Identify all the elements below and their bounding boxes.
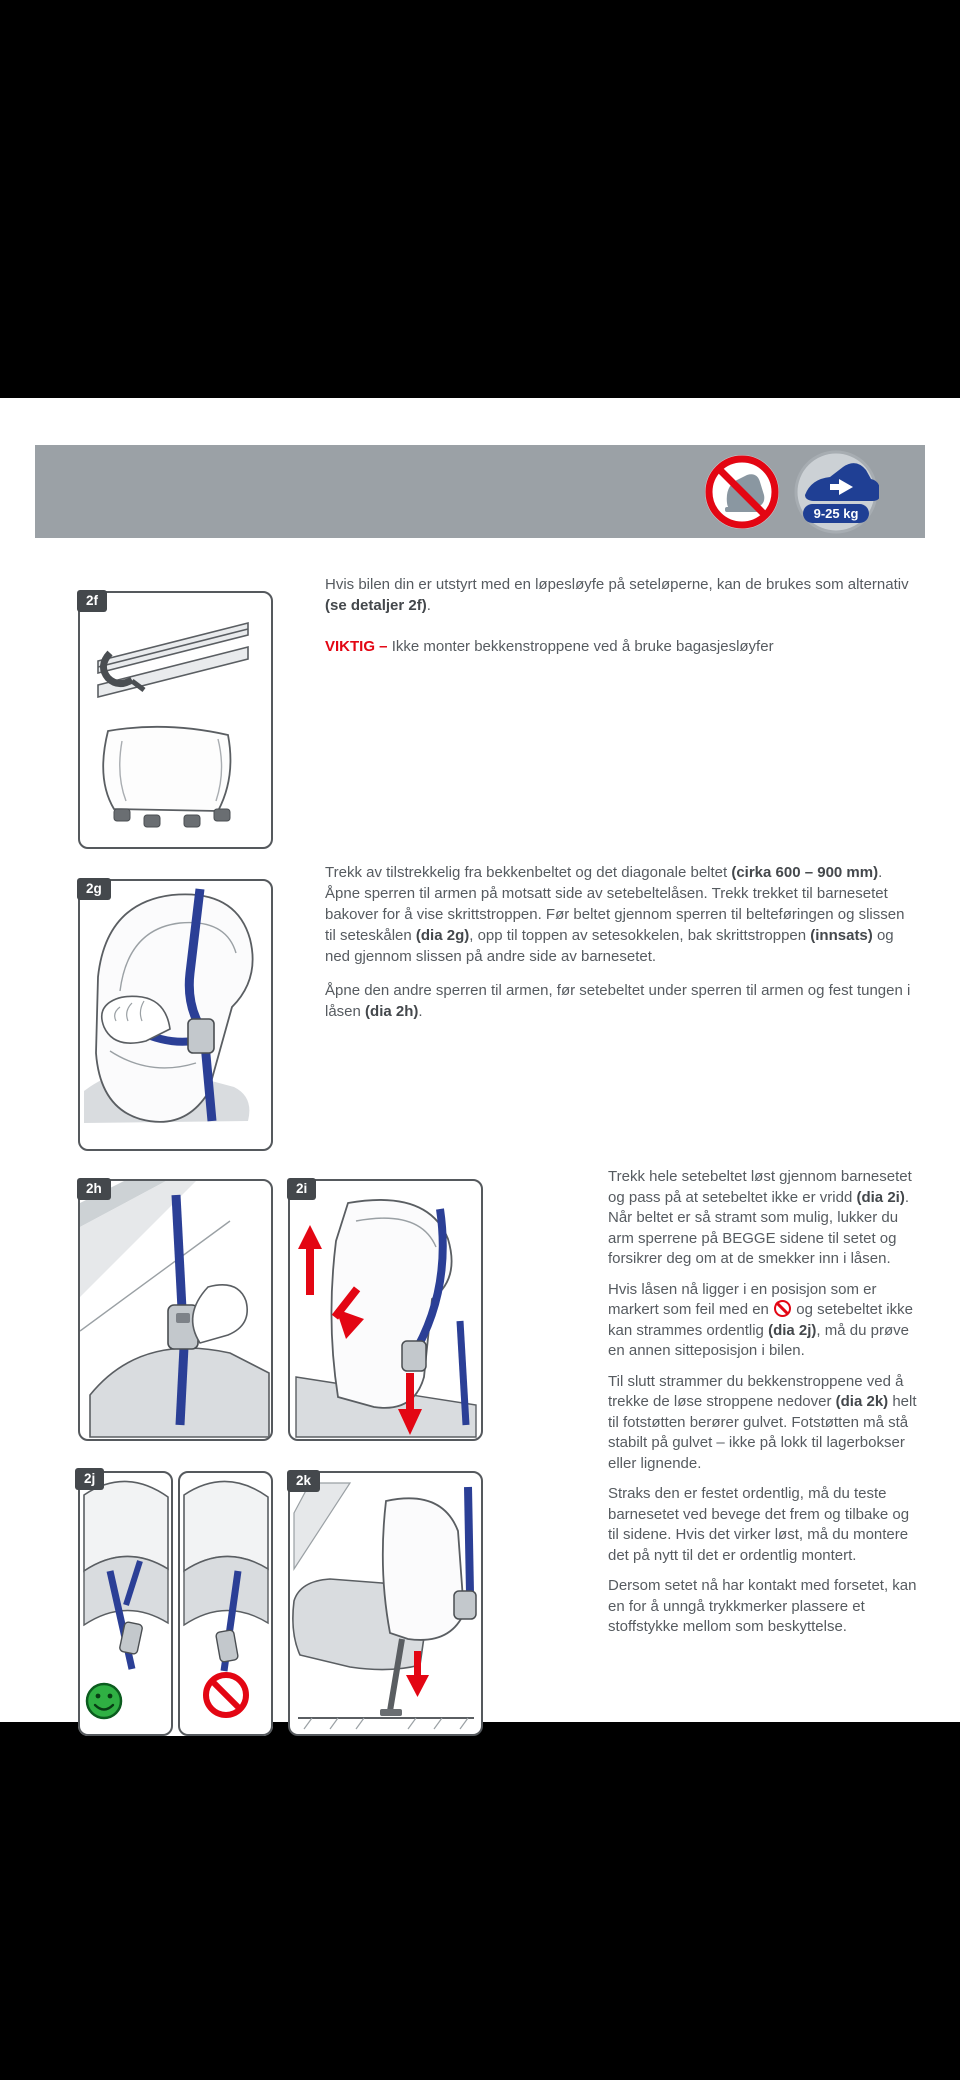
prohibition-icon	[206, 1675, 246, 1715]
diagram-label-2g: 2g	[77, 878, 111, 900]
buckle-closeup-drawing	[80, 1181, 271, 1439]
buckle	[216, 1630, 239, 1663]
seat-runner-loop-drawing	[80, 593, 271, 847]
diagram-2g	[78, 879, 273, 1151]
smiley-ok-icon	[87, 1684, 121, 1718]
diagram-2i	[288, 1179, 483, 1441]
diagram-2j	[78, 1471, 273, 1736]
instruction-paragraph: Åpne den andre sperren til armen, før setebeltet under sperren til armen og fest tungen i låsen (dia 2h).	[325, 982, 911, 1020]
prohibition-inline-icon	[774, 1300, 791, 1317]
belt-routing-drawing	[80, 881, 271, 1149]
top-letterbox	[0, 0, 960, 398]
instruction-paragraph: Trekk av tilstrekkelig fra bekkenbeltet og det diagonale beltet (cirka 600 – 900 mm). Åpne sperren til armen på motsatt side av setebeltelåsen. Trekk trekket til barnesetet bakover for å vise skrittstroppen. Før beltet gjennom sperren til belteføringen og slissen til seteskålen (dia 2g), opp til toppen av setesokkelen, bak skrittstroppen (innsats) og ned gjennom slissen på andre side av barnesetet.	[325, 864, 905, 965]
instruction-paragraph: Trekk hele setebeltet løst gjennom barnesetet og pass på at setebeltet ikke er vridd (dia 2i). Når beltet er så stramt som mulig, lukker du arm sperrene på BEGGE sidene til setet og forsikrer deg om at de smekker inn i låsen.	[608, 1168, 912, 1267]
header-bar	[35, 445, 925, 538]
instruction-paragraph: Straks den er festet ordentlig, må du teste barnesetet ved bevege det frem og tilbake og til sidene. Hvis det virker løst, må du montere det på nytt til det er ordentlig montert.	[608, 1485, 910, 1564]
diagram-2h	[78, 1179, 273, 1441]
buckle	[188, 1019, 214, 1053]
warning-paragraph: VIKTIG – Ikke monter bekkenstroppene ved å bruke bagasjesløyfer	[325, 638, 774, 655]
diagram-2j-correct-panel	[78, 1471, 173, 1736]
buckle	[454, 1591, 476, 1619]
diagram-2f	[78, 591, 273, 849]
diagram-label-2i: 2i	[287, 1178, 316, 1200]
diagram-2j-wrong-panel	[178, 1471, 273, 1736]
foot-prop-drawing	[290, 1473, 481, 1734]
diagram-label-2j: 2j	[75, 1468, 104, 1490]
section-2g-text	[325, 862, 917, 1035]
bottom-letterbox	[0, 1722, 960, 2080]
weight-class-badge	[793, 449, 879, 535]
weight-class-label: 9-25 kg	[813, 506, 859, 521]
seat-prohibition-badge	[703, 453, 781, 531]
seat-belt	[176, 1195, 182, 1309]
instruction-paragraph: Til slutt strammer du bekkenstroppene ved å trekke de løse stroppene nedover (dia 2k) helt til fotstøtten berører gulvet. Fotstøtten må stå stabilt på gulvet – ikke på lokk til lagerbokser eller lignende.	[608, 1372, 917, 1472]
belt-tightening-drawing	[290, 1181, 481, 1439]
manual-page	[0, 398, 960, 1722]
instruction-paragraph: Dersom setet nå har kontakt med forsetet, kan en for å unngå trykkmerker plassere et stoffstykke mellom som beskyttelse.	[608, 1577, 917, 1635]
seat-belt	[468, 1487, 470, 1593]
diagram-label-2h: 2h	[77, 1178, 111, 1200]
section-2f-text	[325, 574, 917, 677]
diagram-2k	[288, 1471, 483, 1736]
diagram-label-2k: 2k	[287, 1470, 320, 1492]
buckle	[402, 1341, 426, 1371]
instruction-paragraph: Hvis bilen din er utstyrt med en løpesløyfe på seteløperne, kan de brukes som alternativ (se detaljer 2f).	[325, 576, 909, 614]
right-text-column	[608, 1167, 922, 1648]
hand	[193, 1285, 248, 1343]
diagram-label-2f: 2f	[77, 590, 107, 612]
instruction-paragraph: Hvis låsen nå ligger i en posisjon som er markert som feil med en og setebeltet ikke kan strammes ordentlig (dia 2j), må du prøve en annen sitteposisjon i bilen.	[608, 1280, 913, 1359]
